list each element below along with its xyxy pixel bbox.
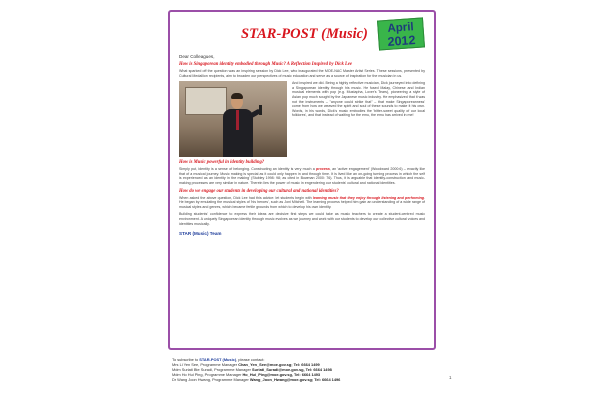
section3-body-start: When asked the above question, Dick Lee had this advice: let students begin with [179, 195, 313, 200]
section3-closing: Building students' confidence to express their ideas are decisive first steps we could take as music teachers to create a student-centred music environment. A uniquely Singaporean identity through music evolves as we journey and work with our students to develop our collective cultural voices and identities musically. [179, 212, 425, 226]
section3-body-end: . He began by emulating the musical styles of 'his heroes', such as Joni Mitchell. The learning process helped him gain an understanding of a wide range of musical styles and genres, which became fertile grounds from which to develop his own identity. [179, 195, 425, 209]
contact-email-link[interactable]: Ho_Hui_Ping@moe.gov.sg, Tel: 6664 1493 [242, 372, 321, 377]
section2-body-start: Simply put, identity is a sense of belonging. Constructing an identity is very much a [179, 167, 317, 172]
section2-emphasis: process [316, 167, 330, 172]
section1-heading: How is Singaporean identity embodied through Music? A Reflection Inspired by Dick Lee [179, 62, 353, 67]
photo-row [179, 81, 425, 157]
section2-heading: How is Music powerful in identity building? [179, 160, 265, 166]
contact-person-name: Mdm Suriati Bte Suradi, Programme Manager [172, 367, 253, 372]
section2-body [179, 167, 425, 185]
contact-intro-end: , please contact: [236, 357, 265, 362]
contact-intro-star: STAR-POST (Music) [199, 357, 237, 362]
photo-speaker-tie [236, 110, 239, 130]
section2-body-end: , an 'active engagement' (Woodward 2000:6) – exactly like that of a musical journey. Music making is special as it could only happen in and through time. It is lived like an on-going turning process in which the self is experienced as an identity in the making' (Stubley 1998: 98; as cited in Bowman 2000: 76). Thus, it is arguable that identity-construction and music-making processes are very similar in nature. Therein lies the power of music in engendering our students' cultural and national identities. [179, 167, 425, 185]
masthead [179, 18, 425, 50]
section3-heading: How do we engage our students in developing our cultural and national identities? [179, 188, 339, 194]
newsletter-page [168, 10, 436, 350]
signoff: STAR (Music) Team [179, 231, 222, 237]
contact-person-name: Dr Wang Joon Hwang, Programme Manager [172, 377, 250, 382]
contact-email-link[interactable]: Wang_Joon_Hwang@moe.gov.sg; Tel: 6664 1496 [249, 377, 341, 382]
contact-person [172, 377, 442, 382]
contact-person-name: Mdm Ho Hui Ping, Programme Manager [172, 372, 243, 377]
greeting: Dear Colleagues, [179, 54, 215, 59]
badge-month: April [387, 21, 415, 35]
page-number: 1 [449, 375, 452, 380]
contact-block [172, 357, 442, 382]
newsletter-title: STAR-POST (Music) [241, 26, 368, 42]
section1-beside-photo: And inspired we did. Being a highly reflective musician, Dick journeyed into defining a Singaporean identity through his music. He fused Malay, Chinese and Indian musical elements with pop (e.g. Mustapha, Lover's Tears), pioneering a style of Asian pop much sought by the Japanese music industry. He emphasized that it was not the instruments – "anyone could strike that" – that make Singaporeanness' come from how we weaved the spirit and soul of these sounds to make it his own. Words, in his words, Dick's music embodies the 'bitter-sweet quality of our local folklores', and that instead of waiting for the emu, the emu has arrived in me! [292, 81, 425, 118]
microphone-icon [259, 105, 262, 115]
speaker-photo [179, 81, 287, 157]
badge-year: 2012 [387, 33, 416, 49]
contact-email-link[interactable]: Chan_Yen_See@moe.gov.sg; Tel: 6664 1499 [238, 362, 320, 367]
section1-intro: What sparked off the question was an inspiring session by Dick Lee, who inaugurated the MOE-NAC Master Artist Series. These sessions, presented by Cultural Medallion recipients, aim to broaden our perspectives of music education and serve as a source of inspiration for the musician in us. [179, 69, 425, 78]
section3-body [179, 196, 425, 210]
contact-email-link[interactable]: Suriati_Suradi@moe.gov.sg, Tel: 6664 1498 [252, 367, 332, 372]
contact-intro-start: To subscribe to [172, 357, 200, 362]
photo-speaker-hair [231, 93, 243, 99]
date-badge [377, 17, 425, 50]
section3-emphasis: learning music that they enjoy through listening and performing [312, 195, 424, 200]
contact-person-name: Mrs Li Yen See, Programme Manager [172, 362, 239, 367]
photo-screen [185, 87, 227, 115]
